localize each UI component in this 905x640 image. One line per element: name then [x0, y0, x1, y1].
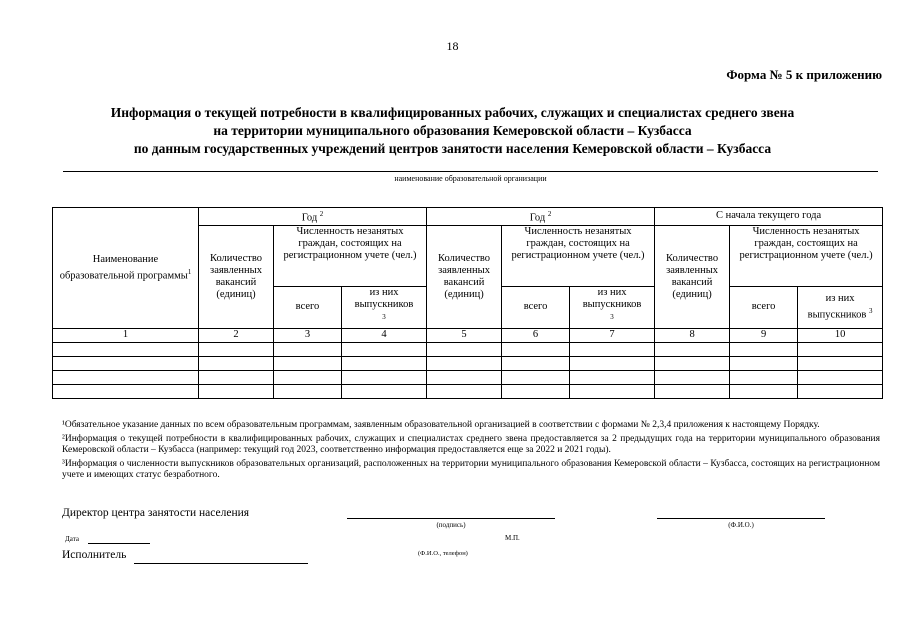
table-cell[interactable] — [655, 356, 730, 370]
director-label: Директор центра занятости населения — [62, 507, 250, 519]
column-number: 6 — [502, 328, 570, 342]
table-cell[interactable] — [53, 384, 199, 398]
graduates-header: из них выпускников $^3$ — [342, 286, 427, 328]
table-cell[interactable] — [730, 370, 798, 384]
column-number: 7 — [570, 328, 655, 342]
document-title — [40, 104, 865, 158]
table-cell[interactable] — [798, 384, 883, 398]
table-cell[interactable] — [798, 356, 883, 370]
table-row — [53, 384, 883, 398]
signature-line — [347, 518, 555, 519]
graduates-header: из них выпускников $^3$ — [570, 286, 655, 328]
table-cell[interactable] — [427, 370, 502, 384]
group-year-2: Год $^2$ — [427, 208, 655, 226]
table-cell[interactable] — [502, 384, 570, 398]
table-cell[interactable] — [502, 342, 570, 356]
name-line — [657, 518, 825, 519]
table-cell[interactable] — [274, 342, 342, 356]
table-cell[interactable] — [570, 384, 655, 398]
table-cell[interactable] — [570, 370, 655, 384]
column-number: 5 — [427, 328, 502, 342]
name-caption: (Ф.И.О.) — [728, 521, 754, 529]
table-cell[interactable] — [342, 370, 427, 384]
footnotes — [62, 420, 880, 484]
table-cell[interactable] — [730, 384, 798, 398]
executor-label: Исполнитель — [62, 549, 127, 561]
column-number: 3 — [274, 328, 342, 342]
registered-header: Численность незанятых граждан, состоящих на регистрационном учете (чел.) — [730, 225, 883, 286]
total-header: всего — [502, 286, 570, 328]
total-header: всего — [274, 286, 342, 328]
table-cell[interactable] — [798, 370, 883, 384]
table-row — [53, 342, 883, 356]
table-cell[interactable] — [730, 356, 798, 370]
table-cell[interactable] — [199, 356, 274, 370]
footnote-1: ¹Обязательное указание данных по всем образовательным программам, заявленным образовательной организацией в соответствии с формами № 2,3,4 приложения к настоящему Порядку. — [62, 420, 820, 430]
vacancies-header: Количество заявленных вакансий (единиц) — [199, 225, 274, 328]
form-label: Форма № 5 к приложению — [726, 67, 882, 82]
table-cell[interactable] — [655, 370, 730, 384]
table-cell[interactable] — [342, 342, 427, 356]
table-cell[interactable] — [274, 356, 342, 370]
signature-caption: (подпись) — [436, 521, 466, 529]
column-number: 4 — [342, 328, 427, 342]
registered-header: Численность незанятых граждан, состоящих на регистрационном учете (чел.) — [274, 225, 427, 286]
table-cell[interactable] — [274, 384, 342, 398]
table-cell[interactable] — [730, 342, 798, 356]
executor-line — [134, 563, 308, 564]
table-cell[interactable] — [427, 342, 502, 356]
table-cell[interactable] — [502, 370, 570, 384]
table-cell[interactable] — [655, 384, 730, 398]
org-name-line — [63, 171, 878, 172]
table-cell[interactable] — [274, 370, 342, 384]
table-cell[interactable] — [570, 356, 655, 370]
table-cell[interactable] — [427, 384, 502, 398]
table-cell[interactable] — [342, 356, 427, 370]
table-row — [53, 356, 883, 370]
org-name-caption: наименование образовательной организации — [394, 174, 547, 183]
vacancies-header: Количество заявленных вакансий (единиц) — [655, 225, 730, 328]
table-cell[interactable] — [199, 370, 274, 384]
column-number: 1 — [53, 328, 199, 342]
stamp-label: М.П. — [505, 534, 520, 542]
column-number: 9 — [730, 328, 798, 342]
table-cell[interactable] — [570, 342, 655, 356]
column-number: 10 — [798, 328, 883, 342]
table-cell[interactable] — [798, 342, 883, 356]
table-cell[interactable] — [655, 342, 730, 356]
program-header: Наименование образовательной программы$^1$ — [53, 208, 199, 329]
table-cell[interactable] — [53, 370, 199, 384]
executor-caption: (Ф.И.О., телефон) — [418, 550, 468, 557]
date-label: Дата — [65, 535, 79, 543]
title-line-2: на территории муниципального образования Кемеровской области – Кузбасса — [213, 123, 692, 138]
title-line-3: по данным государственных учреждений центров занятости населения Кемеровской области – Кузбасса — [133, 141, 772, 156]
table-row — [53, 370, 883, 384]
title-line-1: Информация о текущей потребности в квалифицированных рабочих, служащих и специалистах среднего звена — [110, 105, 795, 120]
column-number-row — [53, 328, 883, 342]
column-number: 2 — [199, 328, 274, 342]
group-current-year: С начала текущего года — [655, 208, 883, 226]
vacancy-table — [52, 207, 883, 399]
table-cell[interactable] — [342, 384, 427, 398]
footnote-2: ²Информация о текущей потребности в квалифицированных рабочих, служащих и специалистах среднего звена предоставляется за 2 предыдущих года на территории муниципального образования Кемеровской области – Кузбасса (например: текущий год 2023, соответственно информация предоставляется еще за 2022 и 2021 годы). — [62, 433, 880, 455]
table-cell[interactable] — [502, 356, 570, 370]
table-cell[interactable] — [53, 342, 199, 356]
table-cell[interactable] — [199, 342, 274, 356]
date-line — [88, 543, 150, 544]
footnote-3: ³Информация о численности выпускников образовательных организаций, расположенных на территории муниципального образования Кемеровской области – Кузбасса, состоящих на регистрационном учете и имеющих статус безработного. — [62, 458, 880, 480]
group-year-1: Год $^2$ — [199, 208, 427, 226]
graduates-header: из них выпускников $^3$ — [798, 286, 883, 328]
table-cell[interactable] — [53, 356, 199, 370]
page-number: 18 — [446, 39, 459, 53]
table-cell[interactable] — [199, 384, 274, 398]
vacancies-header: Количество заявленных вакансий (единиц) — [427, 225, 502, 328]
registered-header: Численность незанятых граждан, состоящих на регистрационном учете (чел.) — [502, 225, 655, 286]
total-header: всего — [730, 286, 798, 328]
table-cell[interactable] — [427, 356, 502, 370]
column-number: 8 — [655, 328, 730, 342]
